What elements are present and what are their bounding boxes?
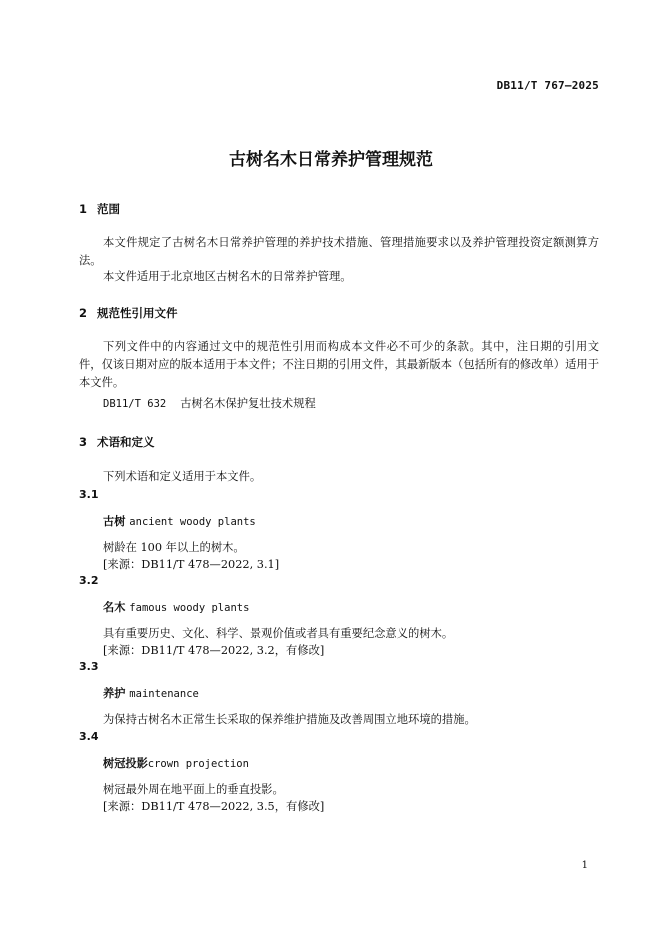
clause-number: 3.1 <box>79 488 99 501</box>
term-en: ancient woody plants <box>129 516 256 528</box>
term-definition: 树冠最外周在地平面上的垂直投影。 <box>103 783 284 796</box>
clause-number: 3.3 <box>79 660 99 673</box>
term-entry <box>103 755 249 771</box>
section-title: 规范性引用文件 <box>97 306 178 320</box>
term-en: famous woody plants <box>129 602 250 614</box>
section-3-intro: 下列术语和定义适用于本文件。 <box>103 470 262 483</box>
term-source: [来源：DB11/T 478—2022, 3.2，有修改] <box>103 644 325 657</box>
term-definition: 具有重要历史、文化、科学、景观价值或者具有重要纪念意义的树木。 <box>103 627 454 640</box>
term-definition: 树龄在 100 年以上的树木。 <box>103 541 245 554</box>
section-number: 1 <box>79 202 88 216</box>
document-title: 古树名木日常养护管理规范 <box>229 150 433 170</box>
section-2-paragraph-1: 下列文件中的内容通过文中的规范性引用而构成本文件必不可少的条款。其中，注日期的引用文件，仅该日期对应的版本适用于本文件；不注日期的引用文件，其最新版本（包括所有的修改单）适用于本文件。 <box>79 340 599 389</box>
section-1-paragraph-1: 本文件规定了古树名木日常养护管理的养护技术措施、管理措施要求以及养护管理投资定额测算方法。 <box>79 236 599 267</box>
section-2-heading <box>79 305 178 321</box>
reference-code: DB11/T 632 <box>103 398 167 410</box>
normative-reference <box>103 395 316 411</box>
term-zh: 树冠投影 <box>103 757 148 770</box>
page-number: 1 <box>581 860 588 871</box>
section-number: 3 <box>79 435 88 449</box>
section-title: 术语和定义 <box>97 435 155 449</box>
standard-number: DB11/T 767—2025 <box>496 79 599 92</box>
clause-number: 3.2 <box>79 574 99 587</box>
reference-title: 古树名木保护复壮技术规程 <box>180 397 316 410</box>
section-3-heading <box>79 434 155 450</box>
term-zh: 古树 <box>103 515 126 528</box>
term-entry <box>103 685 199 701</box>
term-source: [来源：DB11/T 478—2022, 3.5，有修改] <box>103 800 325 813</box>
term-source: [来源：DB11/T 478—2022, 3.1] <box>103 558 280 571</box>
term-zh: 名木 <box>103 601 126 614</box>
clause-number: 3.4 <box>79 730 99 743</box>
term-en: maintenance <box>129 688 199 700</box>
term-entry <box>103 513 256 529</box>
term-definition: 为保持古树名木正常生长采取的保养维护措施及改善周围立地环境的措施。 <box>103 713 476 726</box>
section-title: 范围 <box>97 202 120 216</box>
section-number: 2 <box>79 306 88 320</box>
term-entry <box>103 599 249 615</box>
section-1-paragraph-2: 本文件适用于北京地区古树名木的日常养护管理。 <box>103 270 352 283</box>
term-en: crown projection <box>147 758 249 770</box>
section-1-heading <box>79 201 120 217</box>
term-zh: 养护 <box>103 687 126 700</box>
